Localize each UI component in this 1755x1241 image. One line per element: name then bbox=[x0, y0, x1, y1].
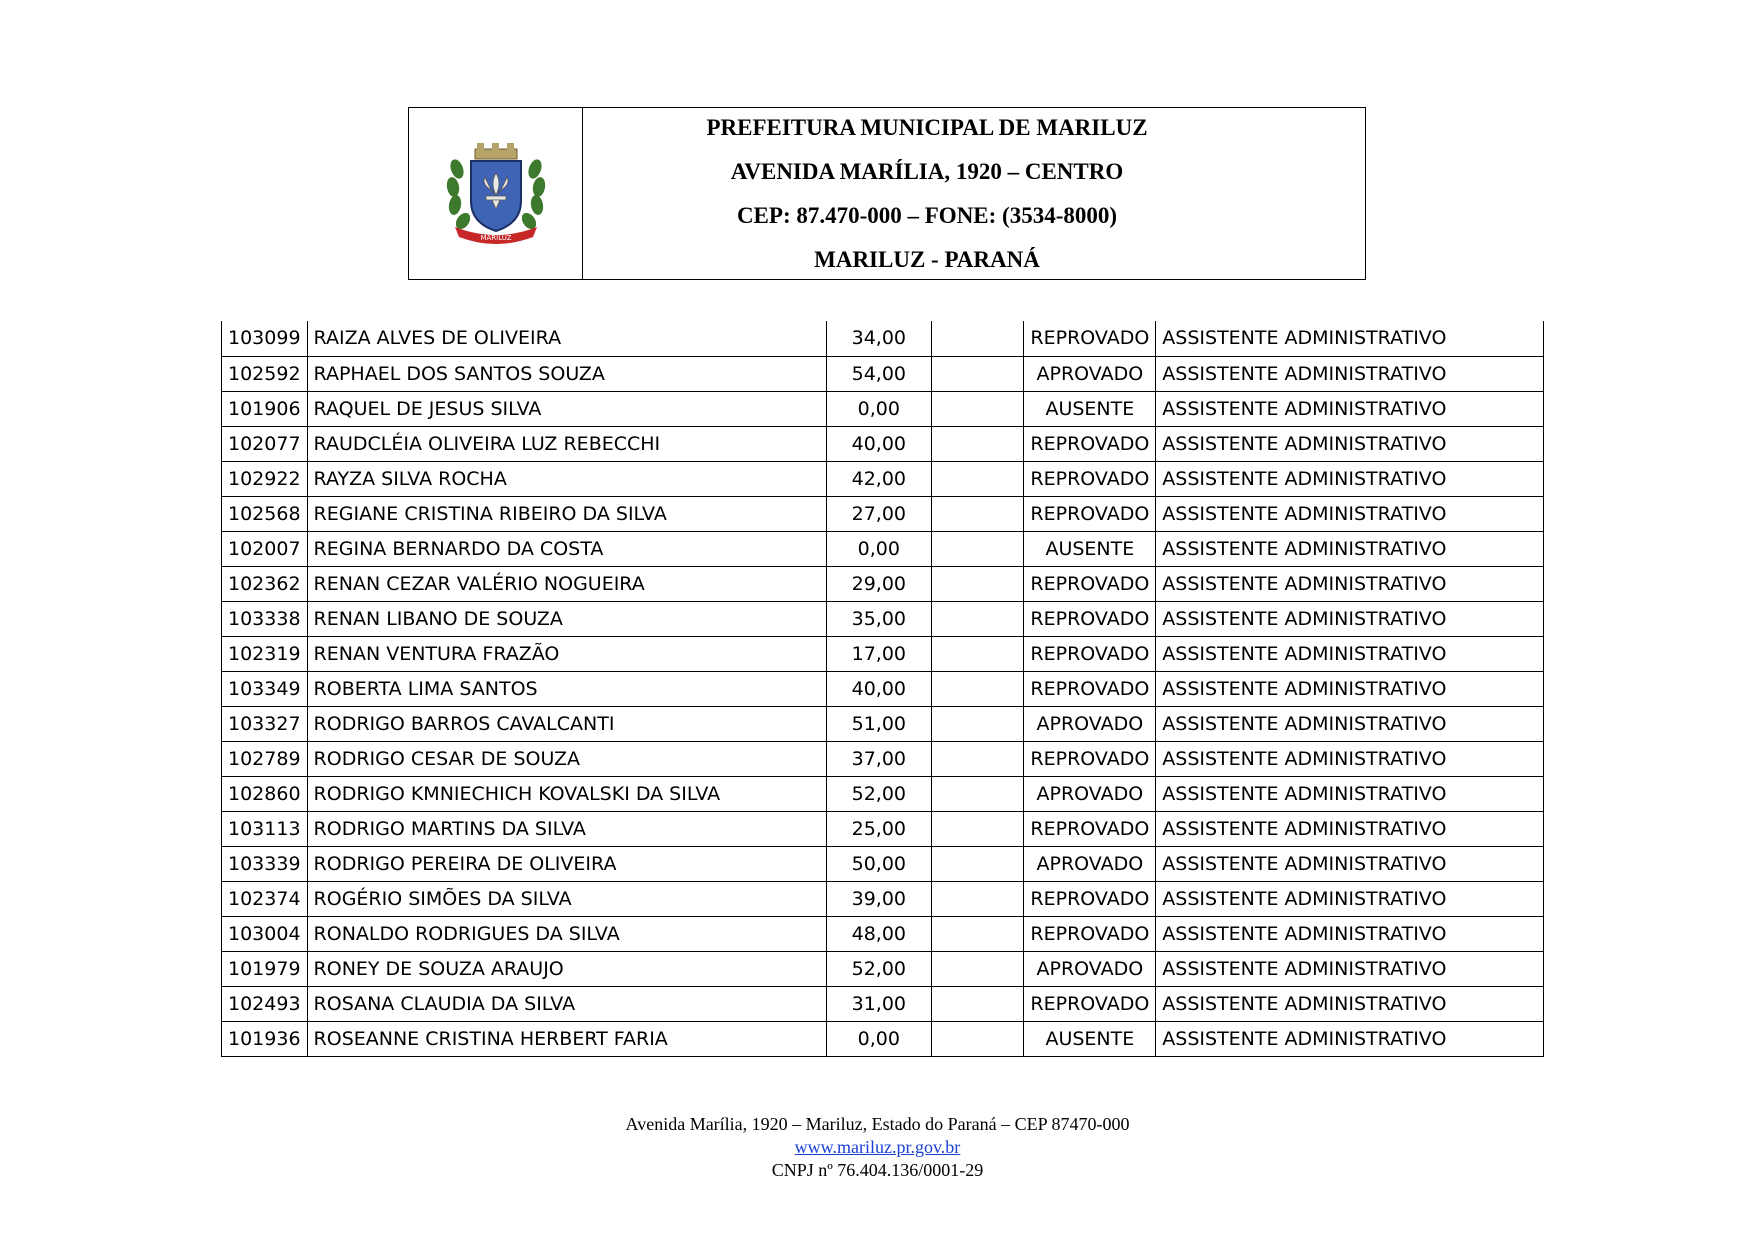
table-row bbox=[222, 496, 1544, 531]
candidate-status: AUSENTE bbox=[1024, 391, 1156, 426]
table-row bbox=[222, 986, 1544, 1021]
candidate-score: 27,00 bbox=[827, 496, 931, 531]
empty-cell bbox=[931, 916, 1024, 951]
table-row bbox=[222, 391, 1544, 426]
candidate-score: 51,00 bbox=[827, 706, 931, 741]
candidate-name: RODRIGO BARROS CAVALCANTI bbox=[307, 706, 827, 741]
candidate-name: ROSANA CLAUDIA DA SILVA bbox=[307, 986, 827, 1021]
table-row bbox=[222, 741, 1544, 776]
candidate-score: 40,00 bbox=[827, 671, 931, 706]
candidate-name: RODRIGO PEREIRA DE OLIVEIRA bbox=[307, 846, 827, 881]
institution-city: MARILUZ - PARANÁ bbox=[814, 246, 1040, 272]
table-row bbox=[222, 461, 1544, 496]
candidate-id: 103004 bbox=[222, 916, 308, 951]
candidate-id: 102568 bbox=[222, 496, 308, 531]
candidate-name: RENAN VENTURA FRAZÃO bbox=[307, 636, 827, 671]
candidate-role: ASSISTENTE ADMINISTRATIVO bbox=[1156, 916, 1544, 951]
empty-cell bbox=[931, 636, 1024, 671]
empty-cell bbox=[931, 391, 1024, 426]
table-row bbox=[222, 706, 1544, 741]
candidate-score: 34,00 bbox=[827, 321, 931, 356]
candidate-role: ASSISTENTE ADMINISTRATIVO bbox=[1156, 531, 1544, 566]
results-table bbox=[221, 321, 1544, 1057]
empty-cell bbox=[931, 496, 1024, 531]
empty-cell bbox=[931, 811, 1024, 846]
table-row bbox=[222, 916, 1544, 951]
candidate-role: ASSISTENTE ADMINISTRATIVO bbox=[1156, 636, 1544, 671]
candidate-score: 48,00 bbox=[827, 916, 931, 951]
candidate-status: REPROVADO bbox=[1024, 636, 1156, 671]
candidate-name: RAQUEL DE JESUS SILVA bbox=[307, 391, 827, 426]
candidate-name: REGIANE CRISTINA RIBEIRO DA SILVA bbox=[307, 496, 827, 531]
candidate-status: APROVADO bbox=[1024, 706, 1156, 741]
candidate-name: RODRIGO MARTINS DA SILVA bbox=[307, 811, 827, 846]
logo-cell bbox=[409, 108, 583, 279]
candidate-status: APROVADO bbox=[1024, 951, 1156, 986]
candidate-role: ASSISTENTE ADMINISTRATIVO bbox=[1156, 846, 1544, 881]
candidate-status: REPROVADO bbox=[1024, 496, 1156, 531]
candidate-role: ASSISTENTE ADMINISTRATIVO bbox=[1156, 671, 1544, 706]
candidate-name: RENAN CEZAR VALÉRIO NOGUEIRA bbox=[307, 566, 827, 601]
candidate-score: 52,00 bbox=[827, 951, 931, 986]
candidate-status: REPROVADO bbox=[1024, 916, 1156, 951]
empty-cell bbox=[931, 671, 1024, 706]
candidate-role: ASSISTENTE ADMINISTRATIVO bbox=[1156, 706, 1544, 741]
candidate-role: ASSISTENTE ADMINISTRATIVO bbox=[1156, 461, 1544, 496]
candidate-name: RODRIGO KMNIECHICH KOVALSKI DA SILVA bbox=[307, 776, 827, 811]
institution-name: PREFEITURA MUNICIPAL DE MARILUZ bbox=[706, 114, 1148, 140]
candidate-id: 103327 bbox=[222, 706, 308, 741]
candidate-status: REPROVADO bbox=[1024, 881, 1156, 916]
candidate-score: 35,00 bbox=[827, 601, 931, 636]
table-row bbox=[222, 881, 1544, 916]
candidate-name: RENAN LIBANO DE SOUZA bbox=[307, 601, 827, 636]
candidate-id: 102077 bbox=[222, 426, 308, 461]
candidate-score: 29,00 bbox=[827, 566, 931, 601]
candidate-id: 102007 bbox=[222, 531, 308, 566]
candidate-id: 102592 bbox=[222, 356, 308, 391]
candidate-id: 103339 bbox=[222, 846, 308, 881]
results-table-body bbox=[222, 321, 1544, 1056]
candidate-role: ASSISTENTE ADMINISTRATIVO bbox=[1156, 986, 1544, 1021]
candidate-status: REPROVADO bbox=[1024, 741, 1156, 776]
candidate-name: ROSEANNE CRISTINA HERBERT FARIA bbox=[307, 1021, 827, 1056]
candidate-status: REPROVADO bbox=[1024, 566, 1156, 601]
candidate-name: ROBERTA LIMA SANTOS bbox=[307, 671, 827, 706]
table-row bbox=[222, 531, 1544, 566]
empty-cell bbox=[931, 846, 1024, 881]
table-row bbox=[222, 846, 1544, 881]
candidate-id: 102374 bbox=[222, 881, 308, 916]
candidate-role: ASSISTENTE ADMINISTRATIVO bbox=[1156, 776, 1544, 811]
candidate-score: 50,00 bbox=[827, 846, 931, 881]
empty-cell bbox=[931, 706, 1024, 741]
candidate-score: 42,00 bbox=[827, 461, 931, 496]
candidate-id: 102493 bbox=[222, 986, 308, 1021]
candidate-name: RODRIGO CESAR DE SOUZA bbox=[307, 741, 827, 776]
candidate-name: RONALDO RODRIGUES DA SILVA bbox=[307, 916, 827, 951]
candidate-role: ASSISTENTE ADMINISTRATIVO bbox=[1156, 566, 1544, 601]
candidate-name: RAIZA ALVES DE OLIVEIRA bbox=[307, 321, 827, 356]
candidate-score: 31,00 bbox=[827, 986, 931, 1021]
page-footer bbox=[0, 1113, 1755, 1182]
candidate-role: ASSISTENTE ADMINISTRATIVO bbox=[1156, 601, 1544, 636]
candidate-role: ASSISTENTE ADMINISTRATIVO bbox=[1156, 741, 1544, 776]
empty-cell bbox=[931, 601, 1024, 636]
empty-cell bbox=[931, 881, 1024, 916]
candidate-id: 103349 bbox=[222, 671, 308, 706]
candidate-status: REPROVADO bbox=[1024, 461, 1156, 496]
table-row bbox=[222, 776, 1544, 811]
candidate-score: 52,00 bbox=[827, 776, 931, 811]
candidate-id: 101979 bbox=[222, 951, 308, 986]
candidate-id: 103099 bbox=[222, 321, 308, 356]
institution-address: AVENIDA MARÍLIA, 1920 – CENTRO bbox=[730, 158, 1124, 184]
table-row bbox=[222, 636, 1544, 671]
candidate-id: 102319 bbox=[222, 636, 308, 671]
candidate-status: REPROVADO bbox=[1024, 601, 1156, 636]
candidate-status: REPROVADO bbox=[1024, 986, 1156, 1021]
candidate-score: 0,00 bbox=[827, 391, 931, 426]
footer-address: Avenida Marília, 1920 – Mariluz, Estado do Paraná – CEP 87470-000 bbox=[625, 1114, 1130, 1134]
institution-contact: CEP: 87.470-000 – FONE: (3534-8000) bbox=[736, 202, 1118, 228]
candidate-id: 103113 bbox=[222, 811, 308, 846]
empty-cell bbox=[931, 951, 1024, 986]
candidate-status: AUSENTE bbox=[1024, 531, 1156, 566]
candidate-id: 101906 bbox=[222, 391, 308, 426]
candidate-id: 101936 bbox=[222, 1021, 308, 1056]
candidate-status: REPROVADO bbox=[1024, 321, 1156, 356]
candidate-status: REPROVADO bbox=[1024, 811, 1156, 846]
empty-cell bbox=[931, 1021, 1024, 1056]
candidate-id: 102789 bbox=[222, 741, 308, 776]
candidate-name: RAUDCLÉIA OLIVEIRA LUZ REBECCHI bbox=[307, 426, 827, 461]
candidate-role: ASSISTENTE ADMINISTRATIVO bbox=[1156, 1021, 1544, 1056]
candidate-role: ASSISTENTE ADMINISTRATIVO bbox=[1156, 391, 1544, 426]
footer-website-link[interactable]: www.mariluz.pr.gov.br bbox=[794, 1137, 961, 1157]
candidate-status: AUSENTE bbox=[1024, 1021, 1156, 1056]
candidate-id: 102860 bbox=[222, 776, 308, 811]
table-row bbox=[222, 426, 1544, 461]
candidate-status: REPROVADO bbox=[1024, 426, 1156, 461]
table-row bbox=[222, 601, 1544, 636]
candidate-score: 25,00 bbox=[827, 811, 931, 846]
candidate-role: ASSISTENTE ADMINISTRATIVO bbox=[1156, 356, 1544, 391]
candidate-role: ASSISTENTE ADMINISTRATIVO bbox=[1156, 951, 1544, 986]
candidate-name: ROGÉRIO SIMÕES DA SILVA bbox=[307, 881, 827, 916]
letterhead-text bbox=[583, 108, 1365, 279]
empty-cell bbox=[931, 776, 1024, 811]
empty-cell bbox=[931, 741, 1024, 776]
empty-cell bbox=[931, 531, 1024, 566]
table-row bbox=[222, 811, 1544, 846]
candidate-score: 40,00 bbox=[827, 426, 931, 461]
candidate-role: ASSISTENTE ADMINISTRATIVO bbox=[1156, 881, 1544, 916]
coat-of-arms-icon bbox=[441, 139, 551, 249]
table-row bbox=[222, 671, 1544, 706]
empty-cell bbox=[931, 986, 1024, 1021]
empty-cell bbox=[931, 356, 1024, 391]
candidate-status: APROVADO bbox=[1024, 776, 1156, 811]
candidate-name: REGINA BERNARDO DA COSTA bbox=[307, 531, 827, 566]
candidate-id: 102922 bbox=[222, 461, 308, 496]
candidate-score: 54,00 bbox=[827, 356, 931, 391]
candidate-id: 102362 bbox=[222, 566, 308, 601]
candidate-score: 37,00 bbox=[827, 741, 931, 776]
candidate-score: 0,00 bbox=[827, 531, 931, 566]
table-row bbox=[222, 356, 1544, 391]
candidate-name: RONEY DE SOUZA ARAUJO bbox=[307, 951, 827, 986]
candidate-score: 39,00 bbox=[827, 881, 931, 916]
candidate-name: RAPHAEL DOS SANTOS SOUZA bbox=[307, 356, 827, 391]
candidate-status: APROVADO bbox=[1024, 356, 1156, 391]
table-row bbox=[222, 1021, 1544, 1056]
empty-cell bbox=[931, 321, 1024, 356]
table-row bbox=[222, 951, 1544, 986]
candidate-name: RAYZA SILVA ROCHA bbox=[307, 461, 827, 496]
empty-cell bbox=[931, 566, 1024, 601]
candidate-role: ASSISTENTE ADMINISTRATIVO bbox=[1156, 496, 1544, 531]
table-row bbox=[222, 321, 1544, 356]
empty-cell bbox=[931, 426, 1024, 461]
candidate-score: 17,00 bbox=[827, 636, 931, 671]
candidate-role: ASSISTENTE ADMINISTRATIVO bbox=[1156, 321, 1544, 356]
candidate-status: REPROVADO bbox=[1024, 671, 1156, 706]
table-row bbox=[222, 566, 1544, 601]
empty-cell bbox=[931, 461, 1024, 496]
candidate-status: APROVADO bbox=[1024, 846, 1156, 881]
candidate-role: ASSISTENTE ADMINISTRATIVO bbox=[1156, 426, 1544, 461]
logo-ribbon-text: MARILUZ bbox=[479, 233, 512, 242]
candidate-score: 0,00 bbox=[827, 1021, 931, 1056]
candidate-id: 103338 bbox=[222, 601, 308, 636]
footer-cnpj: CNPJ nº 76.404.136/0001-29 bbox=[771, 1160, 984, 1180]
letterhead bbox=[408, 107, 1366, 280]
candidate-role: ASSISTENTE ADMINISTRATIVO bbox=[1156, 811, 1544, 846]
